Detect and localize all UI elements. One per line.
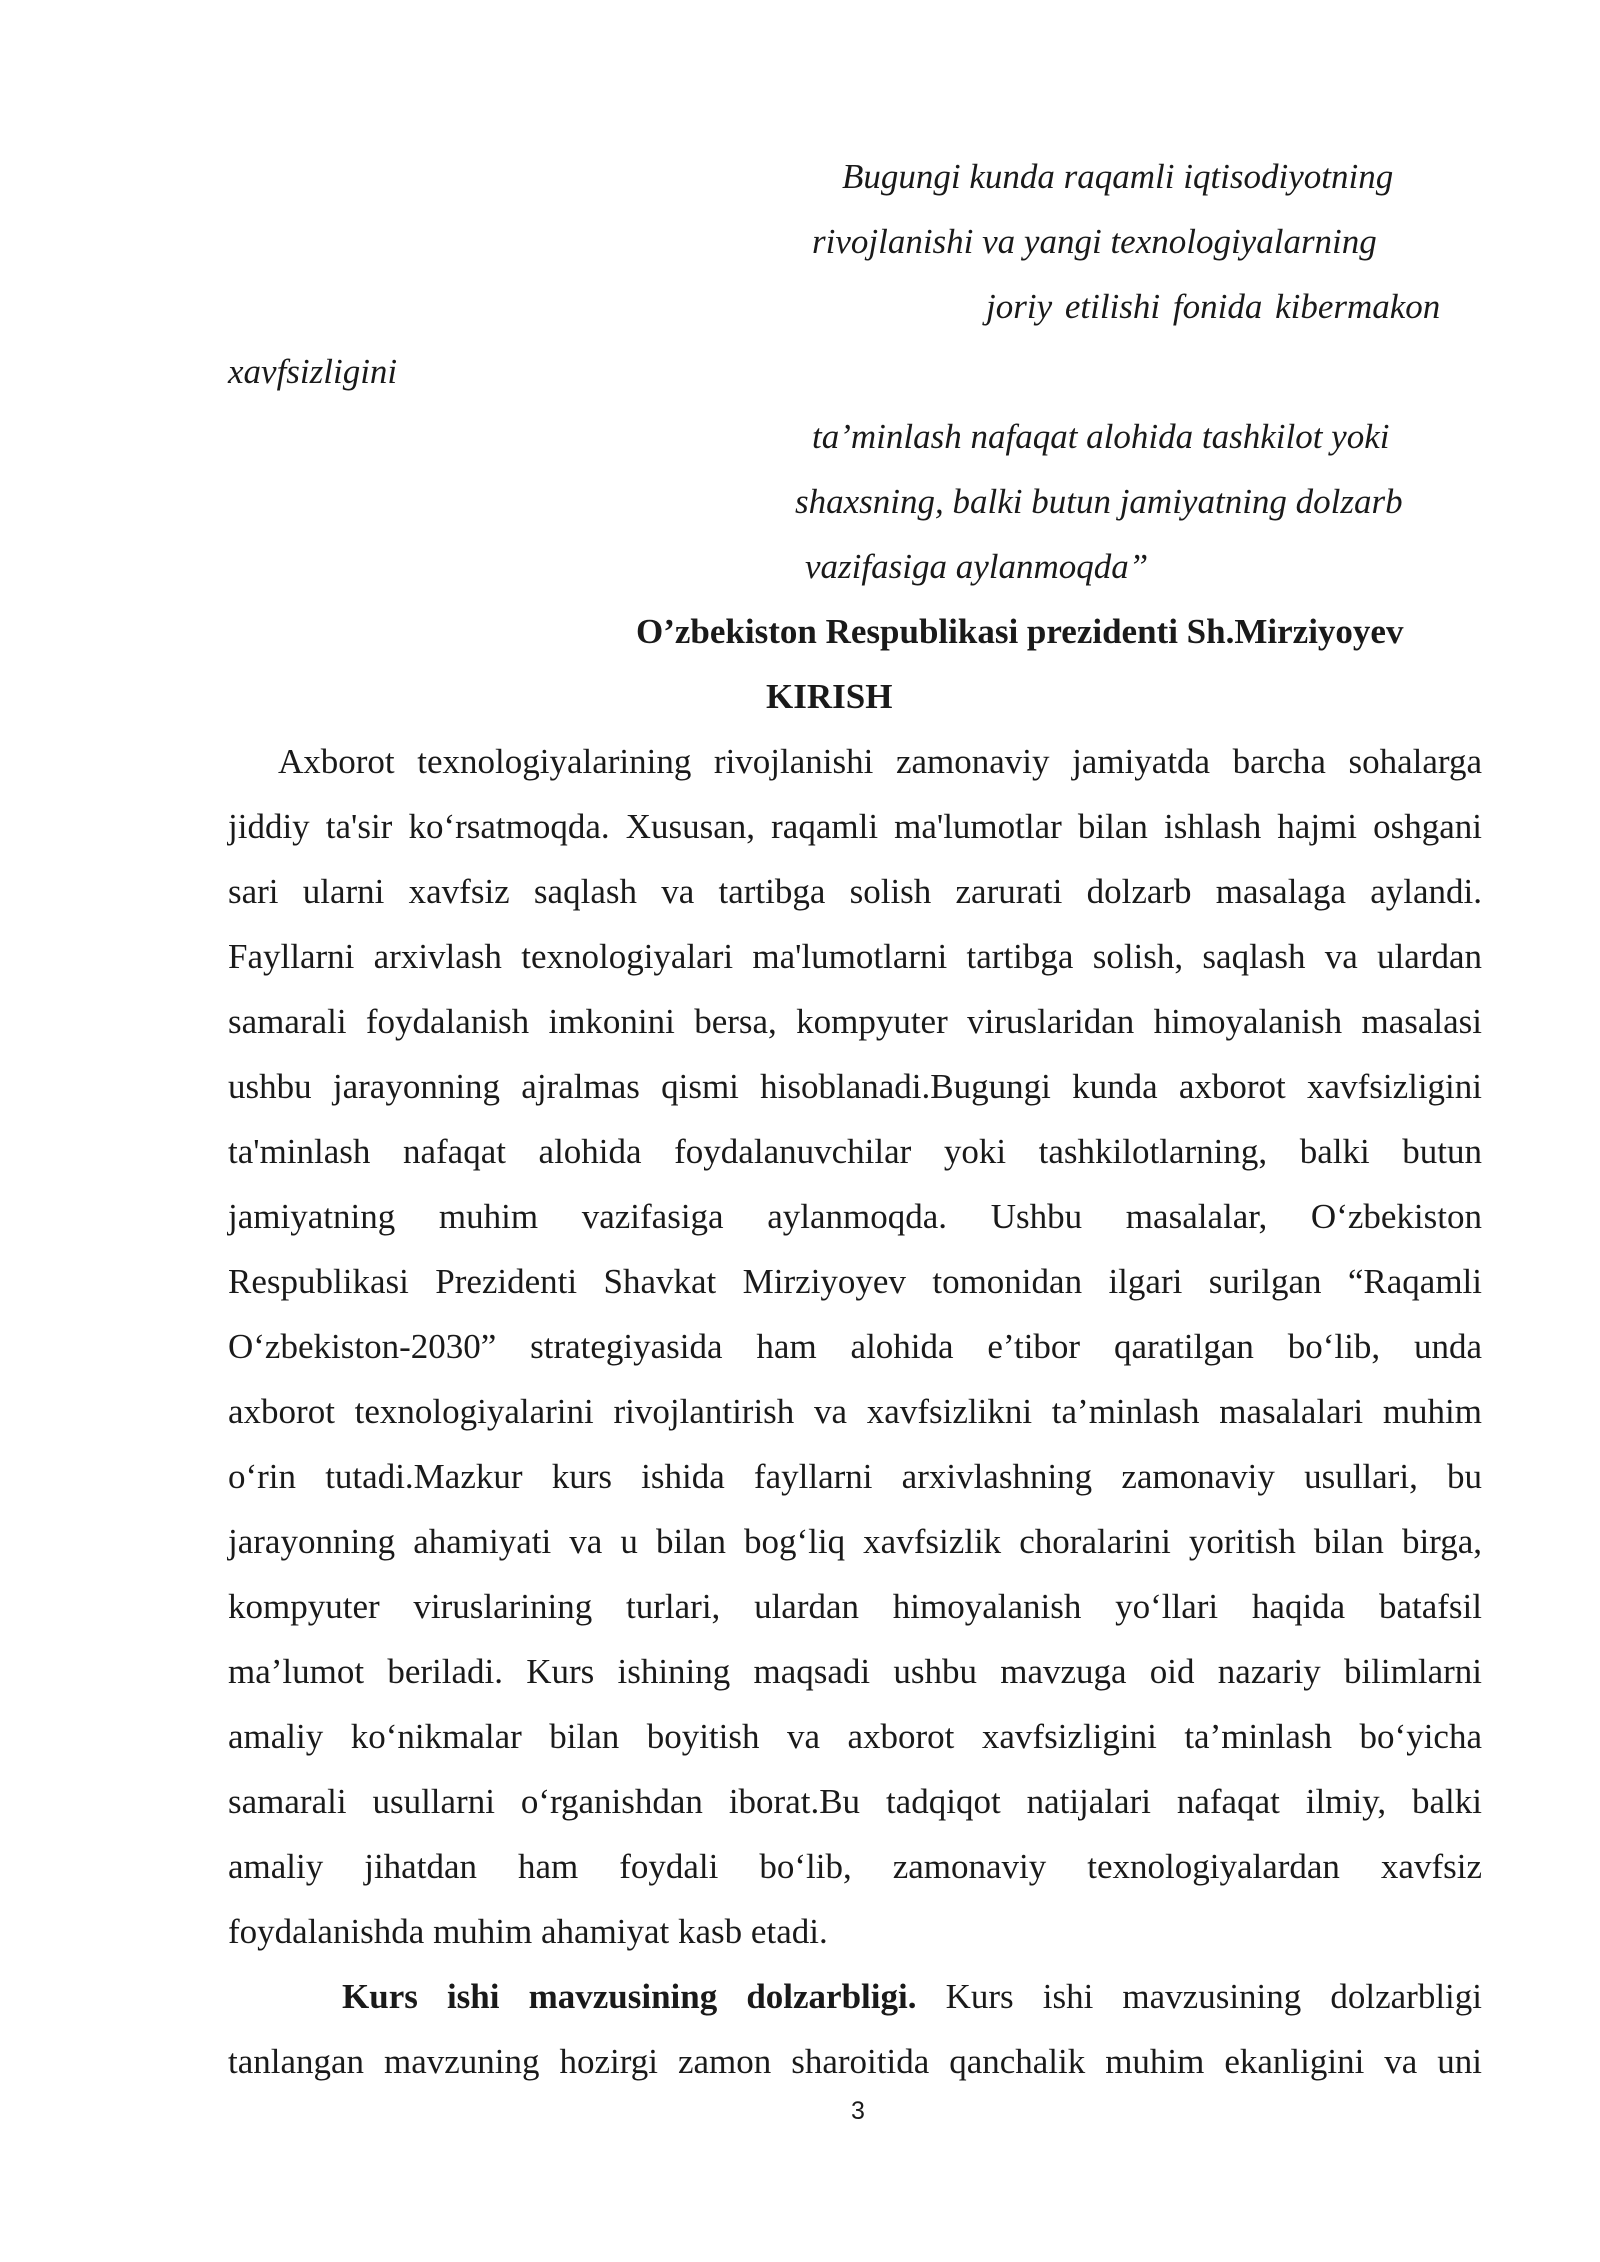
paragraph-line: oʻrin tutadi.Mazkur kurs ishida fayllarni arxivlashning zamonaviy usullari, bu [228, 1457, 1482, 1496]
epigraph-line: ta’minlash nafaqat alohida tashkilot yoki [812, 417, 1390, 456]
paragraph-line: jamiyatning muhim vazifasiga aylanmoqda. Ushbu masalalar, Oʻzbekiston [228, 1197, 1482, 1236]
paragraph-line: sari ularni xavfsiz saqlash va tartibga solish zarurati dolzarb masalaga aylandi. [228, 872, 1482, 911]
epigraph-line: vazifasiga aylanmoqda” [805, 547, 1149, 586]
paragraph-line: samarali foydalanish imkonini bersa, kompyuter viruslaridan himoyalanish masalasi [228, 1002, 1482, 1041]
paragraph-line: foydalanishda muhim ahamiyat kasb etadi. [228, 1912, 828, 1951]
paragraph-line [342, 1975, 1482, 2019]
paragraph-line: samarali usullarni oʻrganishdan iborat.Bu tadqiqot natijalari nafaqat ilmiy, balki [228, 1782, 1482, 1821]
paragraph-line: Respublikasi Prezidenti Shavkat Mirziyoyev tomonidan ilgari surilgan “Raqamli [228, 1262, 1482, 1301]
relevance-lead: Kurs ishi mavzusining dolzarbligi. [342, 1977, 917, 2016]
paragraph-line: Oʻzbekiston-2030” strategiyasida ham alohida e’tibor qaratilgan boʻlib, unda [228, 1327, 1482, 1366]
page-number: 3 [851, 2097, 865, 2125]
epigraph-line: joriy etilishi fonida kibermakon [986, 287, 1441, 326]
epigraph-line: Bugungi kunda raqamli iqtisodiyotning [842, 157, 1394, 196]
paragraph-line: amaliy jihatdan ham foydali boʻlib, zamonaviy texnologiyalardan xavfsiz [228, 1847, 1482, 1886]
epigraph-signature: O’zbekiston Respublikasi prezidenti Sh.Mirziyoyev [636, 612, 1404, 651]
epigraph-line: xavfsizligini [228, 352, 398, 391]
section-heading: KIRISH [766, 677, 893, 716]
paragraph-line: jarayonning ahamiyati va u bilan bogʻliq xavfsizlik choralarini yoritish bilan birga, [228, 1522, 1482, 1561]
paragraph-line: jiddiy ta'sir koʻrsatmoqda. Xususan, raqamli ma'lumotlar bilan ishlash hajmi oshgani [228, 807, 1482, 846]
epigraph-line: rivojlanishi va yangi texnologiyalarning [812, 222, 1377, 261]
paragraph-line: ushbu jarayonning ajralmas qismi hisoblanadi.Bugungi kunda axborot xavfsizligini [228, 1067, 1482, 1106]
relevance-text: Kurs ishi mavzusining dolzarbligi [916, 1977, 1482, 2016]
epigraph-line: shaxsning, balki butun jamiyatning dolzarb [795, 482, 1403, 521]
paragraph-line: axborot texnologiyalarini rivojlantirish va xavfsizlikni ta’minlash masalalari muhim [228, 1392, 1482, 1431]
paragraph-line: ta'minlash nafaqat alohida foydalanuvchilar yoki tashkilotlarning, balki butun [228, 1132, 1482, 1171]
paragraph-line: amaliy koʻnikmalar bilan boyitish va axborot xavfsizligini ta’minlash boʻyicha [228, 1717, 1482, 1756]
paragraph-line: Axborot texnologiyalarining rivojlanishi zamonaviy jamiyatda barcha sohalarga [278, 742, 1482, 781]
paragraph-line: kompyuter viruslarining turlari, ulardan himoyalanish yoʻllari haqida batafsil [228, 1587, 1482, 1626]
paragraph-line: Fayllarni arxivlash texnologiyalari ma'lumotlarni tartibga solish, saqlash va ulardan [228, 937, 1482, 976]
paragraph-line: ma’lumot beriladi. Kurs ishining maqsadi ushbu mavzuga oid nazariy bilimlarni [228, 1652, 1482, 1691]
paragraph-line: tanlangan mavzuning hozirgi zamon sharoitida qanchalik muhim ekanligini va uni [228, 2042, 1482, 2081]
